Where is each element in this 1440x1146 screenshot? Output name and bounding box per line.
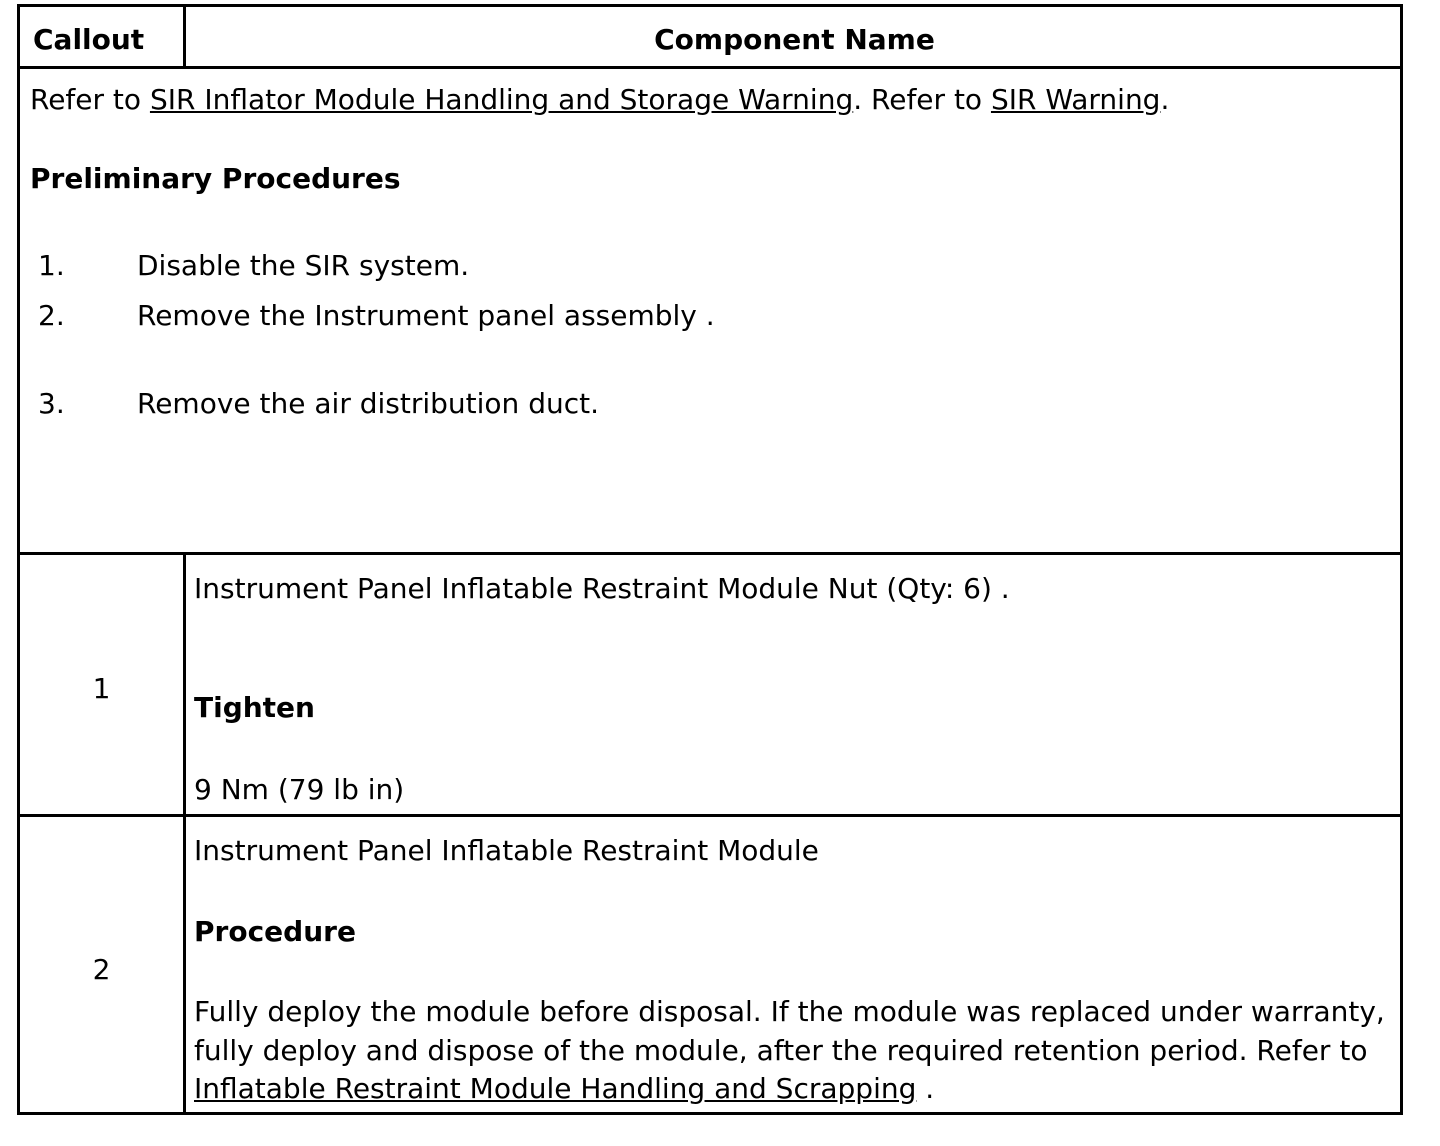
link-inflatable-restraint-scrapping[interactable]: Inflatable Restraint Module Handling and Scrapping	[194, 1072, 917, 1105]
row-2-subheading: Procedure	[194, 915, 356, 948]
procedure-table	[17, 4, 1403, 1115]
step-1-text: Disable the SIR system.	[137, 249, 470, 282]
row-2-procedure-text	[194, 993, 1399, 1109]
intro-refer-middle: . Refer to	[853, 83, 991, 116]
step-2-number: 2.	[38, 299, 65, 332]
row-2-callout: 2	[92, 953, 111, 986]
row-1-divider	[20, 814, 1400, 817]
intro-refer-line	[30, 81, 1169, 119]
link-sir-inflator-storage-warning[interactable]: SIR Inflator Module Handling and Storage Warning	[149, 83, 854, 116]
row-2-procedure-suffix: .	[916, 1072, 935, 1105]
step-3-text: Remove the air distribution duct.	[137, 387, 599, 420]
step-3-number: 3.	[38, 387, 65, 420]
intro-refer-prefix: Refer to	[30, 83, 150, 116]
link-sir-warning[interactable]: SIR Warning	[990, 83, 1161, 116]
header-divider	[20, 66, 1400, 69]
header-callout: Callout	[33, 23, 145, 56]
row-2-component-name: Instrument Panel Inflatable Restraint Module	[194, 834, 819, 867]
row-column-divider	[183, 553, 186, 1113]
intro-refer-suffix: .	[1160, 83, 1170, 116]
header-component-name: Component Name	[654, 23, 935, 56]
row-2-procedure-body: Fully deploy the module before disposal. If the module was replaced under warranty, fully deploy and dispose of the module, after the required retention period. Refer to	[194, 995, 1385, 1067]
preliminary-divider	[20, 552, 1400, 555]
row-1-subheading: Tighten	[194, 691, 315, 724]
row-1-torque-value: 9 Nm (79 lb in)	[194, 773, 405, 806]
row-1-component-name: Instrument Panel Inflatable Restraint Module Nut (Qty: 6) .	[194, 572, 1010, 605]
row-1-callout: 1	[92, 672, 111, 705]
step-1-number: 1.	[38, 249, 65, 282]
preliminary-heading: Preliminary Procedures	[30, 162, 401, 195]
header-column-divider	[183, 7, 186, 67]
step-2-text: Remove the Instrument panel assembly .	[137, 299, 715, 332]
